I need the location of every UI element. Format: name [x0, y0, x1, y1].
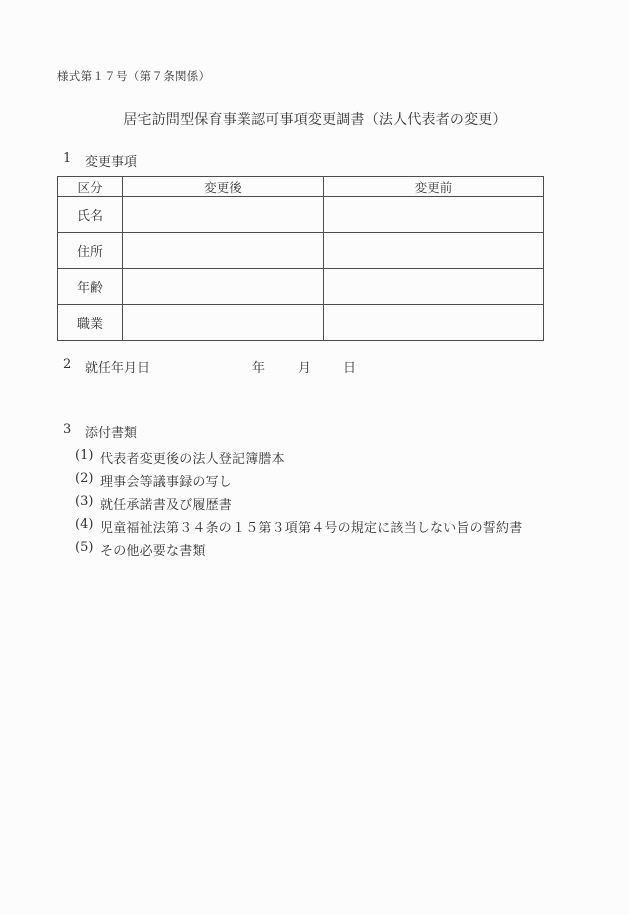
cell-address-before [324, 233, 544, 269]
form-number: 様式第１７号（第７条関係） [57, 69, 211, 83]
cell-occupation-after [123, 305, 324, 341]
attachment-item [0, 540, 630, 563]
attachment-item-number: (3) [75, 494, 94, 509]
attachment-item-text: 理事会等議事録の写し [100, 475, 233, 490]
attachment-item [0, 471, 630, 494]
section1-number: 1 [63, 151, 72, 166]
row-label-occupation: 職業 [58, 305, 123, 341]
attachment-item-number: (5) [75, 540, 94, 555]
section1-label: 変更事項 [85, 155, 138, 170]
row-label-address: 住所 [58, 233, 123, 269]
cell-name-after [123, 197, 324, 233]
cell-address-after [123, 233, 324, 269]
table-row [58, 233, 544, 269]
attachment-item-text: 代表者変更後の法人登記簿謄本 [100, 452, 285, 467]
attachment-item-text: 児童福祉法第３４条の１５第３項第４号の規定に該当しない旨の誓約書 [100, 521, 523, 536]
attachment-list [0, 448, 630, 563]
day-label: 日 [343, 361, 357, 376]
table-row [58, 305, 544, 341]
attachment-item-number: (1) [75, 448, 94, 463]
column-header-before: 変更前 [324, 177, 544, 197]
cell-age-after [123, 269, 324, 305]
attachment-item-text: 就任承諾書及び履歴書 [100, 498, 233, 513]
section2-label: 就任年月日 [85, 361, 151, 376]
attachment-item [0, 517, 630, 540]
month-label: 月 [298, 361, 312, 376]
attachment-item [0, 448, 630, 471]
table-row [58, 269, 544, 305]
table-row [58, 197, 544, 233]
row-label-age: 年齢 [58, 269, 123, 305]
section3-label: 添付書類 [85, 426, 138, 441]
column-header-category: 区分 [58, 177, 123, 197]
change-items-table [57, 176, 544, 341]
section3-number: 3 [63, 422, 72, 437]
table-header-row [58, 177, 544, 197]
column-header-after: 変更後 [123, 177, 324, 197]
attachment-item [0, 494, 630, 517]
attachment-item-text: その他必要な書類 [100, 544, 206, 559]
attachment-item-number: (4) [75, 517, 94, 532]
cell-age-before [324, 269, 544, 305]
section2-number: 2 [63, 357, 72, 372]
cell-occupation-before [324, 305, 544, 341]
year-label: 年 [252, 361, 266, 376]
document-title: 居宅訪問型保育事業認可事項変更調書（法人代表者の変更） [123, 112, 507, 128]
attachment-item-number: (2) [75, 471, 94, 486]
cell-name-before [324, 197, 544, 233]
row-label-name: 氏名 [58, 197, 123, 233]
